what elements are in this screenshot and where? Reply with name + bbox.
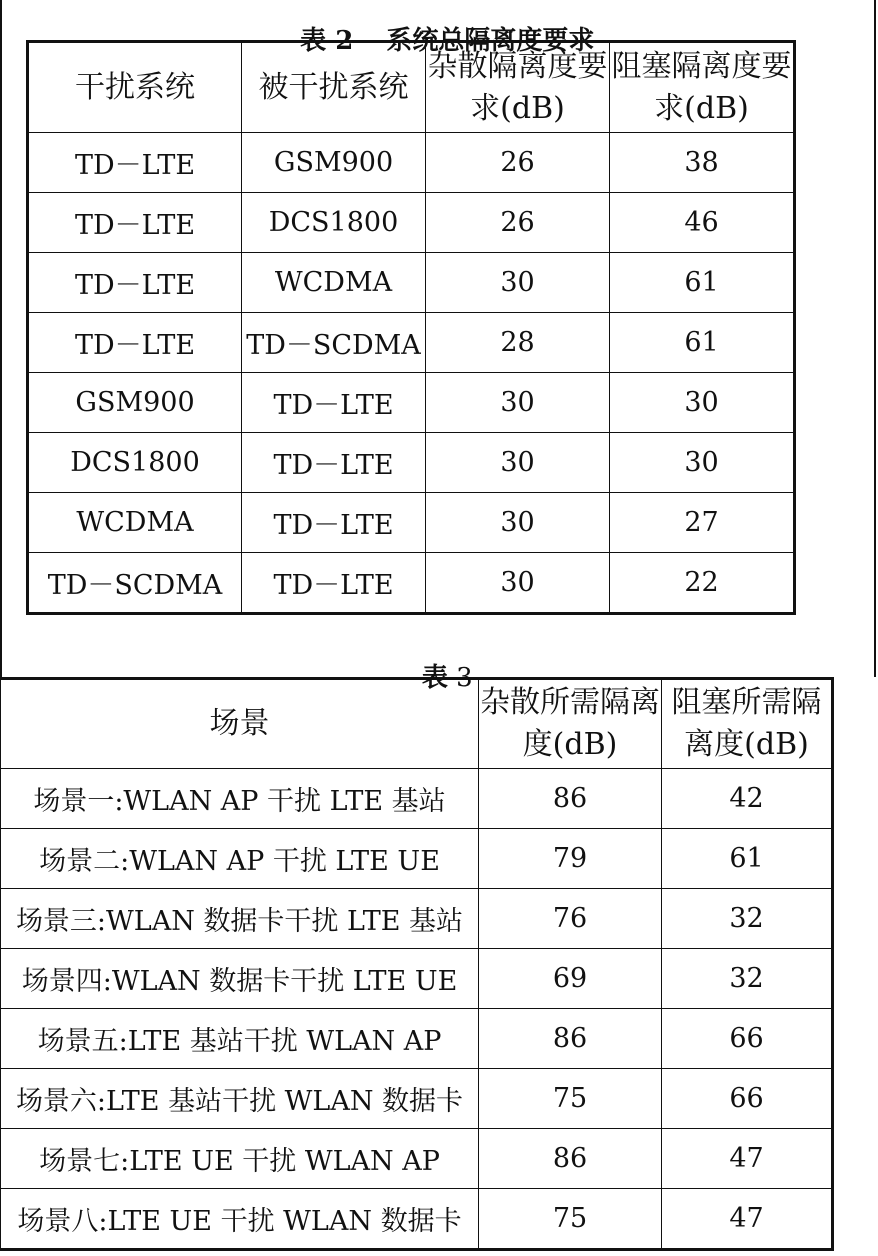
page-frame-right xyxy=(874,0,876,677)
table-cell: WCDMA xyxy=(242,253,426,313)
table-cell: 38 xyxy=(610,133,795,193)
table-cell: 27 xyxy=(610,493,795,553)
table-cell: DCS1800 xyxy=(28,433,242,493)
table-cell: 30 xyxy=(610,373,795,433)
table-row xyxy=(28,493,795,553)
table-cell: 30 xyxy=(426,553,610,614)
table3-header-cell: 阻塞所需隔离度(dB) xyxy=(662,679,833,769)
table-row xyxy=(28,313,795,373)
table-cell: 22 xyxy=(610,553,795,614)
table-row xyxy=(0,829,833,889)
table2-header-row xyxy=(28,42,795,133)
table-cell: 场景五:LTE 基站干扰 WLAN AP xyxy=(0,1009,479,1069)
table2-header-cell: 被干扰系统 xyxy=(242,42,426,133)
table3-caption-number: 3 xyxy=(456,663,473,693)
table-cell: 场景二:WLAN AP 干扰 LTE UE xyxy=(0,829,479,889)
table-row xyxy=(0,1189,833,1250)
table-cell: 场景七:LTE UE 干扰 WLAN AP xyxy=(0,1129,479,1189)
table-cell: 26 xyxy=(426,193,610,253)
table-cell: 28 xyxy=(426,313,610,373)
table-row xyxy=(28,553,795,614)
table-cell: 场景一:WLAN AP 干扰 LTE 基站 xyxy=(0,769,479,829)
table-row xyxy=(0,1009,833,1069)
table-row xyxy=(0,889,833,949)
table-cell: TD－LTE xyxy=(28,193,242,253)
table-cell: 32 xyxy=(662,889,833,949)
table-cell: TD－SCDMA xyxy=(28,553,242,614)
table-cell: 86 xyxy=(479,1009,662,1069)
table-row xyxy=(28,373,795,433)
table-cell: 66 xyxy=(662,1009,833,1069)
table-cell: TD－LTE xyxy=(28,253,242,313)
table-row xyxy=(0,1129,833,1189)
table3-header-cell: 杂散所需隔离度(dB) xyxy=(479,679,662,769)
table-row xyxy=(0,949,833,1009)
table-cell: 61 xyxy=(610,253,795,313)
table-cell: GSM900 xyxy=(242,133,426,193)
table2-caption-prefix: 表 2 xyxy=(300,26,354,56)
table-cell: 75 xyxy=(479,1189,662,1250)
table-cell: 86 xyxy=(479,1129,662,1189)
table-cell: 66 xyxy=(662,1069,833,1129)
table2-caption-title: 系统总隔离度要求 xyxy=(386,26,595,56)
table-cell: 42 xyxy=(662,769,833,829)
table-cell: 86 xyxy=(479,769,662,829)
table-cell: GSM900 xyxy=(28,373,242,433)
table-cell: 30 xyxy=(426,493,610,553)
table-cell: TD－LTE xyxy=(242,553,426,614)
table-cell: TD－LTE xyxy=(242,433,426,493)
table-cell: 75 xyxy=(479,1069,662,1129)
table-row xyxy=(28,253,795,313)
table-cell: TD－LTE xyxy=(28,313,242,373)
table-row xyxy=(0,1069,833,1129)
table-cell: WCDMA xyxy=(28,493,242,553)
table-cell: 30 xyxy=(426,373,610,433)
table-row xyxy=(28,193,795,253)
table-cell: TD－SCDMA xyxy=(242,313,426,373)
table2-header-cell: 干扰系统 xyxy=(28,42,242,133)
table3-header-cell: 场景 xyxy=(0,679,479,769)
table-cell: 30 xyxy=(426,253,610,313)
table-cell: 场景四:WLAN 数据卡干扰 LTE UE xyxy=(0,949,479,1009)
table-cell: 场景六:LTE 基站干扰 WLAN 数据卡 xyxy=(0,1069,479,1129)
table-cell: 26 xyxy=(426,133,610,193)
table-cell: 47 xyxy=(662,1129,833,1189)
table-cell: 46 xyxy=(610,193,795,253)
table-cell: TD－LTE xyxy=(28,133,242,193)
table-cell: 场景八:LTE UE 干扰 WLAN 数据卡 xyxy=(0,1189,479,1250)
table-cell: 79 xyxy=(479,829,662,889)
table-cell: 32 xyxy=(662,949,833,1009)
table3-header-row xyxy=(0,679,833,769)
table2-header-cell: 阻塞隔离度要求(dB) xyxy=(610,42,795,133)
table-cell: 30 xyxy=(426,433,610,493)
table3-scenario-isolation xyxy=(0,677,834,1251)
table-row xyxy=(28,133,795,193)
table-cell: 场景三:WLAN 数据卡干扰 LTE 基站 xyxy=(0,889,479,949)
table-cell: TD－LTE xyxy=(242,373,426,433)
table-cell: 61 xyxy=(662,829,833,889)
table-cell: 61 xyxy=(610,313,795,373)
table-cell: 69 xyxy=(479,949,662,1009)
table3-caption-prefix: 表 xyxy=(421,663,448,693)
table-cell: 76 xyxy=(479,889,662,949)
table-cell: DCS1800 xyxy=(242,193,426,253)
page-frame-left xyxy=(0,0,2,677)
table-row xyxy=(0,769,833,829)
table2-header-cell: 杂散隔离度要求(dB) xyxy=(426,42,610,133)
table-cell: TD－LTE xyxy=(242,493,426,553)
table2-isolation-requirements xyxy=(26,40,796,615)
table-cell: 47 xyxy=(662,1189,833,1250)
table-cell: 30 xyxy=(610,433,795,493)
table-row xyxy=(28,433,795,493)
